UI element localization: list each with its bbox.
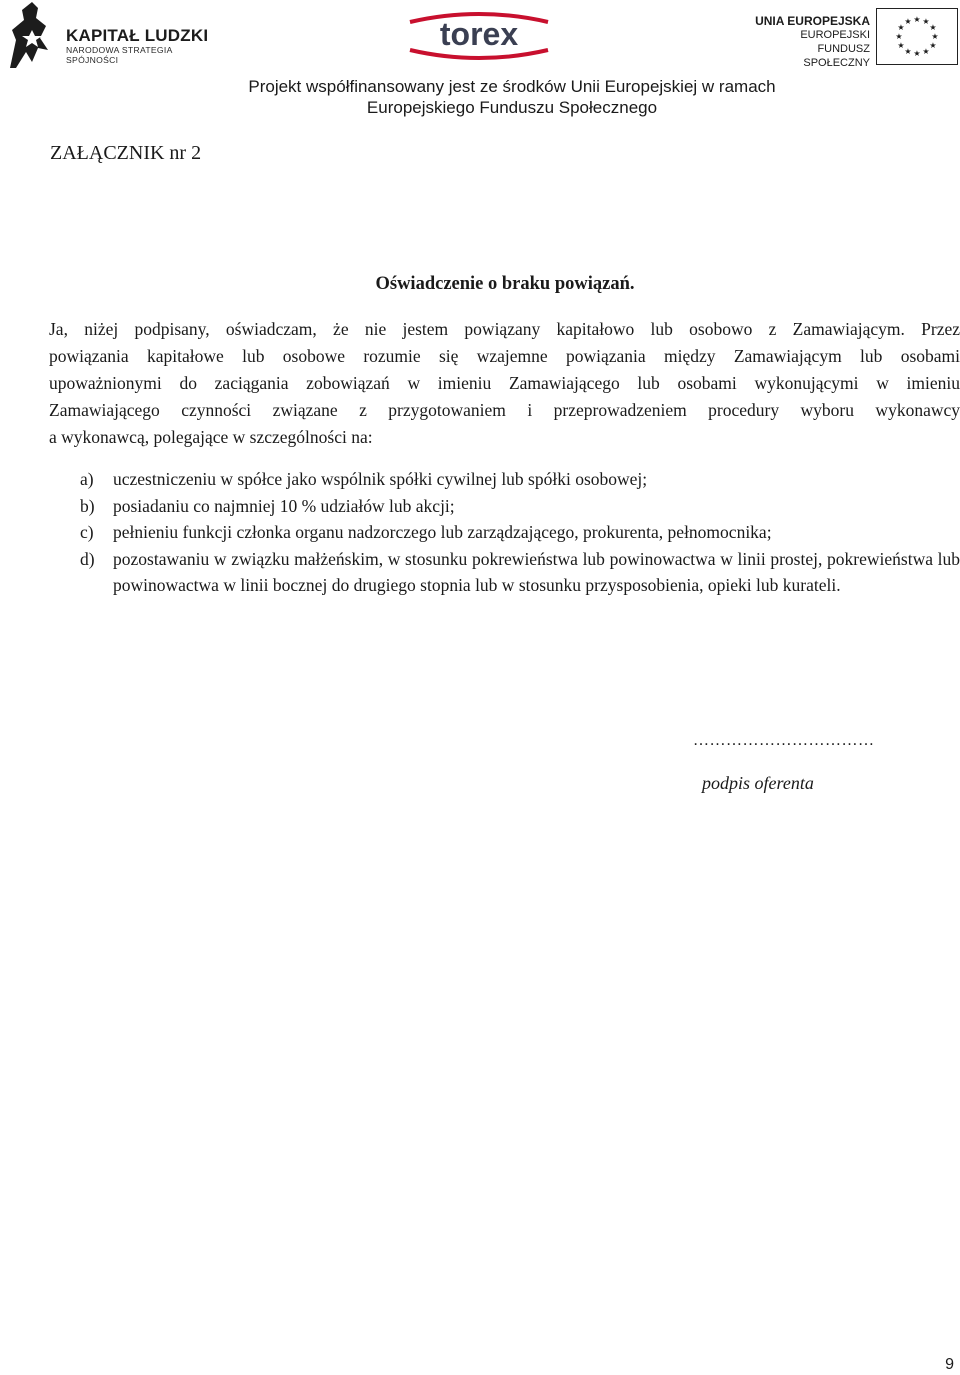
svg-text:★: ★	[922, 47, 930, 56]
svg-text:★: ★	[904, 47, 912, 56]
document-title: Oświadczenie o braku powiązań.	[375, 274, 635, 294]
list-item-text: pozostawaniu w związku małżeńskim, w stosunku pokrewieństwa lub powinowactwa w linii prostej, pokrewieństwa lub powinowactwa w linii bocznej do drugiego stopnia lub w stosunku przysposobienia, opieki lub kurateli.	[113, 548, 960, 595]
svg-text:★: ★	[929, 41, 937, 50]
paragraph-line: a wykonawcą, polegające w szczególności na:	[49, 427, 373, 447]
kapital-ludzki-subtitle: NARODOWA STRATEGIA SPÓJNOŚCI	[66, 45, 173, 65]
signature-line: ……………………………	[693, 732, 875, 749]
list-item	[80, 493, 960, 520]
eu-stars-flag-icon	[876, 8, 958, 65]
svg-text:★: ★	[922, 17, 930, 26]
kapital-ludzki-title: KAPITAŁ LUDZKI	[66, 26, 209, 45]
list-marker: a)	[80, 469, 94, 489]
list-marker: d)	[80, 548, 95, 569]
svg-text:★: ★	[904, 17, 912, 26]
list-item	[80, 546, 960, 599]
kapital-ludzki-figure-icon	[2, 0, 54, 70]
list-marker: b)	[80, 495, 95, 516]
header-funding-note-line1: Projekt współfinansowany jest ze środków Unii Europejskiej w ramach	[248, 77, 776, 96]
list-item-text: uczestniczeniu w spółce jako wspólnik spółki cywilnej lub spółki osobowej;	[113, 469, 648, 489]
svg-text:★: ★	[897, 41, 905, 50]
list-marker: c)	[80, 522, 94, 542]
paragraph-line: Zamawiającego czynności związane z przygotowaniem i przeprowadzeniem procedury wyboru wykonawcy	[49, 400, 960, 420]
eu-logo-line3: FUNDUSZ SPOŁECZNY	[803, 43, 870, 69]
eu-logo-text	[748, 14, 870, 70]
svg-text:★: ★	[913, 15, 921, 24]
eu-logo	[748, 8, 958, 69]
declaration-paragraph	[49, 316, 960, 451]
torex-wordmark: torex	[439, 16, 519, 52]
torex-logo	[404, 10, 554, 62]
torex-logo-graphic	[404, 10, 554, 62]
relations-list	[80, 466, 960, 599]
list-item-text: pełnieniu funkcji członka organu nadzorczego lub zarządzającego, prokurenta, pełnomocnika;	[113, 522, 772, 542]
paragraph-line: upoważnionymi do zaciągania zobowiązań w imieniu Zamawiającego lub osobami wykonującymi w imieniu	[49, 373, 960, 393]
header-funding-note-line2: Europejskiego Funduszu Społecznego	[366, 98, 658, 117]
signature-label: podpis oferenta	[702, 773, 814, 793]
eu-logo-line2: EUROPEJSKI	[800, 29, 870, 41]
eu-logo-line1: UNIA EUROPEJSKA	[755, 14, 870, 28]
attachment-label: ZAŁĄCZNIK nr 2	[50, 142, 202, 164]
list-item	[80, 466, 960, 493]
paragraph-line: Ja, niżej podpisany, oświadczam, że nie jestem powiązany kapitałowo lub osobowo z Zamawiającym. Przez	[49, 319, 960, 339]
svg-text:★: ★	[895, 32, 903, 41]
page-number: 9	[945, 1356, 954, 1373]
list-item	[80, 519, 960, 546]
kapital-ludzki-logo	[0, 0, 225, 70]
svg-text:★: ★	[929, 23, 937, 32]
svg-text:★: ★	[913, 49, 921, 58]
svg-text:★: ★	[931, 32, 939, 41]
svg-text:★: ★	[897, 23, 905, 32]
list-item-text: posiadaniu co najmniej 10 % udziałów lub akcji;	[113, 495, 455, 516]
paragraph-line: powiązania kapitałowe lub osobowe rozumie się wzajemne powiązania między Zamawiającym lub osobami	[49, 346, 960, 366]
